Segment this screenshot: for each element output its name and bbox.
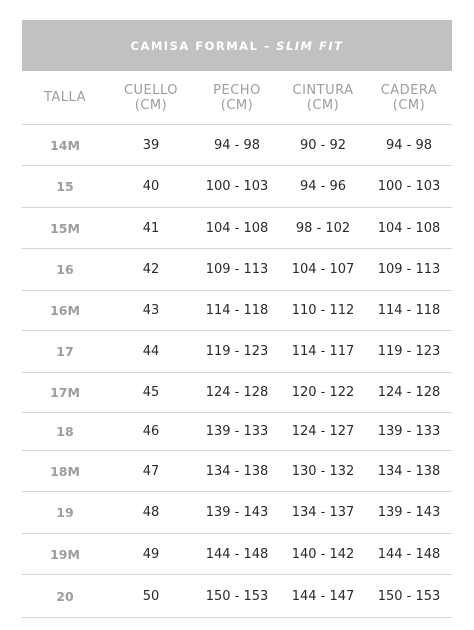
header-talla-line1: TALLA (43, 90, 86, 105)
cell-cintura: 124 - 127 (291, 424, 355, 439)
cell-pecho: 94 - 98 (213, 137, 261, 153)
header-cuello-line2: (CM) (134, 97, 168, 113)
cell-cuello: 39 (142, 137, 160, 153)
table-row (22, 166, 452, 208)
header-pecho (194, 71, 280, 124)
size-table (22, 20, 452, 618)
cell-pecho: 119 - 123 (205, 344, 269, 359)
cell-pecho: 139 - 143 (205, 505, 269, 520)
cell-cuello: 43 (142, 303, 160, 318)
header-cintura-line1: CINTURA (292, 82, 354, 98)
header-cadera (366, 71, 452, 124)
table-row (22, 451, 452, 492)
table-row (22, 575, 452, 618)
cell-cadera: 119 - 123 (377, 344, 441, 359)
cell-pecho: 104 - 108 (205, 220, 269, 236)
header-cuello-line1: CUELLO (123, 82, 179, 98)
cell-talla: 16M (50, 303, 80, 318)
header-row (22, 71, 452, 125)
table-row (22, 492, 452, 534)
cell-talla: 18 (56, 424, 74, 439)
cell-pecho: 109 - 113 (205, 262, 269, 277)
cell-cintura: 98 - 102 (295, 220, 351, 236)
cell-cadera: 150 - 153 (377, 588, 441, 604)
cell-talla: 18M (50, 463, 80, 479)
header-pecho-line2: (CM) (220, 97, 254, 113)
header-cuello (108, 71, 194, 124)
cell-cuello: 49 (142, 546, 160, 562)
cell-pecho: 114 - 118 (205, 303, 269, 318)
cell-talla: 20 (56, 588, 74, 604)
table-row (22, 413, 452, 451)
cell-talla: 16 (56, 262, 74, 277)
cell-cadera: 144 - 148 (377, 546, 441, 562)
cell-talla: 19M (50, 546, 80, 562)
cell-cintura: 120 - 122 (291, 385, 355, 400)
cell-cadera: 114 - 118 (377, 303, 441, 318)
cell-cintura: 90 - 92 (299, 137, 347, 153)
cell-cuello: 45 (142, 385, 160, 400)
cell-cadera: 139 - 143 (377, 505, 441, 520)
cell-talla: 17 (56, 344, 74, 359)
cell-cadera: 109 - 113 (377, 262, 441, 277)
header-cintura (280, 71, 366, 124)
table-row (22, 373, 452, 413)
header-pecho-line1: PECHO (213, 82, 261, 98)
table-row (22, 125, 452, 166)
cell-cintura: 144 - 147 (291, 588, 355, 604)
cell-cadera: 124 - 128 (377, 385, 441, 400)
cell-pecho: 124 - 128 (205, 385, 269, 400)
cell-cintura: 110 - 112 (291, 303, 355, 318)
table-title-main: CAMISA FORMAL – (130, 38, 272, 53)
table-title (22, 20, 452, 71)
cell-cuello: 44 (142, 344, 160, 359)
cell-cuello: 46 (142, 424, 160, 439)
cell-cadera: 139 - 133 (377, 424, 441, 439)
header-cadera-line2: (CM) (392, 97, 426, 113)
cell-cuello: 40 (142, 179, 160, 194)
cell-cuello: 50 (142, 588, 160, 604)
header-cintura-line2: (CM) (306, 97, 340, 113)
table-title-fit: SLIM FIT (276, 38, 344, 53)
cell-cadera: 104 - 108 (377, 220, 441, 236)
cell-cintura: 130 - 132 (291, 463, 355, 479)
table-row (22, 249, 452, 291)
cell-cintura: 94 - 96 (299, 179, 347, 194)
cell-cuello: 47 (142, 463, 160, 479)
table-row (22, 534, 452, 575)
cell-pecho: 150 - 153 (205, 588, 269, 604)
cell-cintura: 114 - 117 (291, 344, 355, 359)
cell-cintura: 140 - 142 (291, 546, 355, 562)
table-row (22, 291, 452, 331)
cell-pecho: 100 - 103 (205, 179, 269, 194)
cell-talla: 14M (50, 137, 80, 153)
cell-cintura: 104 - 107 (291, 262, 355, 277)
cell-pecho: 139 - 133 (205, 424, 269, 439)
cell-cuello: 41 (142, 220, 160, 236)
cell-cadera: 100 - 103 (377, 179, 441, 194)
cell-cuello: 42 (142, 262, 160, 277)
header-cadera-line1: CADERA (380, 82, 438, 98)
cell-cuello: 48 (142, 505, 160, 520)
cell-talla: 19 (56, 505, 74, 520)
cell-cadera: 94 - 98 (385, 137, 433, 153)
cell-pecho: 144 - 148 (205, 546, 269, 562)
cell-talla: 15 (56, 179, 74, 194)
cell-cintura: 134 - 137 (291, 505, 355, 520)
cell-talla: 15M (50, 220, 80, 236)
table-body (22, 125, 452, 618)
cell-talla: 17M (50, 385, 80, 400)
header-talla (22, 71, 108, 124)
cell-pecho: 134 - 138 (205, 463, 269, 479)
cell-cadera: 134 - 138 (377, 463, 441, 479)
table-row (22, 208, 452, 249)
table-row (22, 331, 452, 373)
